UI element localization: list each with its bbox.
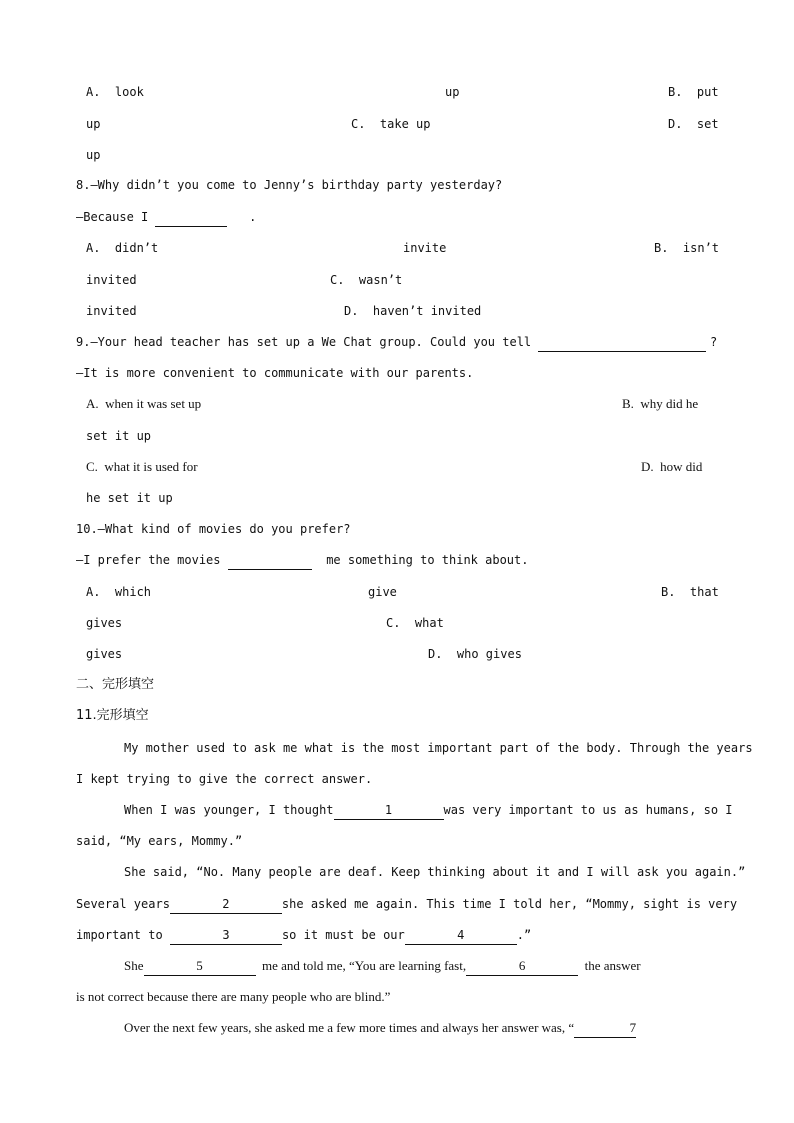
q9-option-d-cont: he set it up	[86, 491, 173, 505]
passage-p4-line2: is not correct because there are many people who are blind.”	[76, 989, 391, 1004]
passage-p4-line1: She 5 me and told me, “You are learning fast, 6 the answer	[76, 957, 766, 975]
q7-option-b-cont: up	[86, 117, 101, 131]
cloze-blank-2[interactable]: 2	[170, 895, 282, 914]
cloze-blank-1[interactable]: 1	[334, 801, 444, 820]
q7-options-row2	[76, 115, 718, 133]
passage-p3-line2: Several years 2 she asked me again. This time I told her, “Mommy, sight is very	[76, 895, 718, 913]
q8-option-d[interactable]: D. haven’t invited	[344, 304, 482, 318]
passage-p2-line2: said, “My ears, Mommy.”	[76, 834, 243, 848]
cloze-blank-5[interactable]: 5	[144, 957, 256, 976]
q10-option-d[interactable]: D. who gives	[428, 647, 522, 661]
q10-option-a-cont: give	[368, 585, 397, 599]
q7-options-row3	[76, 146, 718, 164]
q10-options-row1	[76, 583, 718, 601]
section-heading: 二、完形填空	[76, 677, 155, 692]
q8-option-a-cont: invite	[403, 241, 447, 255]
q9-options-row3	[76, 458, 718, 476]
q10-option-c-cont: gives	[86, 647, 123, 661]
q7-option-a-cont: up	[445, 85, 460, 99]
question-11-title: 11.完形填空	[76, 708, 149, 723]
q10-options-row3	[76, 645, 718, 663]
q9-options-row2	[76, 427, 718, 445]
q8-option-a[interactable]: A. didn’t	[86, 241, 159, 255]
q8-options-row1	[76, 239, 718, 257]
cloze-blank-3[interactable]: 3	[170, 926, 282, 945]
passage-p1-line2: I kept trying to give the correct answer.	[76, 772, 373, 786]
q10-blank[interactable]	[228, 551, 312, 570]
q9-option-d[interactable]: D. how did	[641, 459, 703, 474]
q10-stem: 10.—What kind of movies do you prefer?	[76, 522, 351, 536]
q8-stem: 8.—Why didn’t you come to Jenny’s birthday party yesterday?	[76, 178, 503, 192]
q9-options-row1	[76, 395, 718, 413]
q8-option-c-cont: invited	[86, 304, 137, 318]
q9-options-row4	[76, 489, 718, 507]
q10-option-b[interactable]: B. that	[661, 585, 719, 599]
q9-blank[interactable]	[538, 333, 706, 352]
q9-option-a[interactable]: A. when it was set up	[86, 396, 202, 411]
passage-p5-line1: Over the next few years, she asked me a few more times and always her answer was, “ 7	[76, 1019, 766, 1037]
q8-option-b[interactable]: B. isn’t	[654, 241, 720, 255]
q7-option-c[interactable]: C. take up	[351, 117, 431, 131]
passage-p1-line1: My mother used to ask me what is the most important part of the body. Through the years	[124, 741, 753, 755]
q9-option-b-cont: set it up	[86, 429, 152, 443]
q8-options-row2	[76, 271, 718, 289]
passage-p3-line3: important to 3 so it must be our 4 .”	[76, 926, 718, 944]
q8-option-c[interactable]: C. wasn’t	[330, 273, 403, 287]
q8-blank[interactable]	[155, 208, 227, 227]
q10-option-a[interactable]: A. which	[86, 585, 152, 599]
q9-stem: 9.—Your head teacher has set up a We Chat group. Could you tell ?	[76, 333, 718, 351]
passage-p3-line1: She said, “No. Many people are deaf. Keep thinking about it and I will ask you again.”	[124, 865, 746, 879]
cloze-blank-4[interactable]: 4	[405, 926, 517, 945]
q8-answer: —Because I .	[76, 208, 718, 226]
q7-option-d[interactable]: D. set	[668, 117, 719, 131]
q10-answer: —I prefer the movies me something to think about.	[76, 551, 718, 569]
q9-reply: —It is more convenient to communicate with our parents.	[76, 366, 474, 380]
q7-option-b[interactable]: B. put	[668, 85, 719, 99]
q8-option-b-cont: invited	[86, 273, 137, 287]
q10-option-b-cont: gives	[86, 616, 123, 630]
cloze-blank-7[interactable]: 7	[574, 1019, 636, 1038]
q9-option-c[interactable]: C. what it is used for	[86, 459, 198, 474]
q10-option-c[interactable]: C. what	[386, 616, 444, 630]
q7-options-row1	[76, 83, 718, 101]
q8-options-row3	[76, 302, 718, 320]
q7-option-d-cont: up	[86, 148, 101, 162]
q10-options-row2	[76, 614, 718, 632]
cloze-blank-6[interactable]: 6	[466, 957, 578, 976]
q7-option-a[interactable]: A. look	[86, 85, 144, 99]
q9-option-b[interactable]: B. why did he	[622, 396, 699, 411]
passage-p2-line1: When I was younger, I thought 1 was very important to us as humans, so I	[76, 801, 766, 819]
